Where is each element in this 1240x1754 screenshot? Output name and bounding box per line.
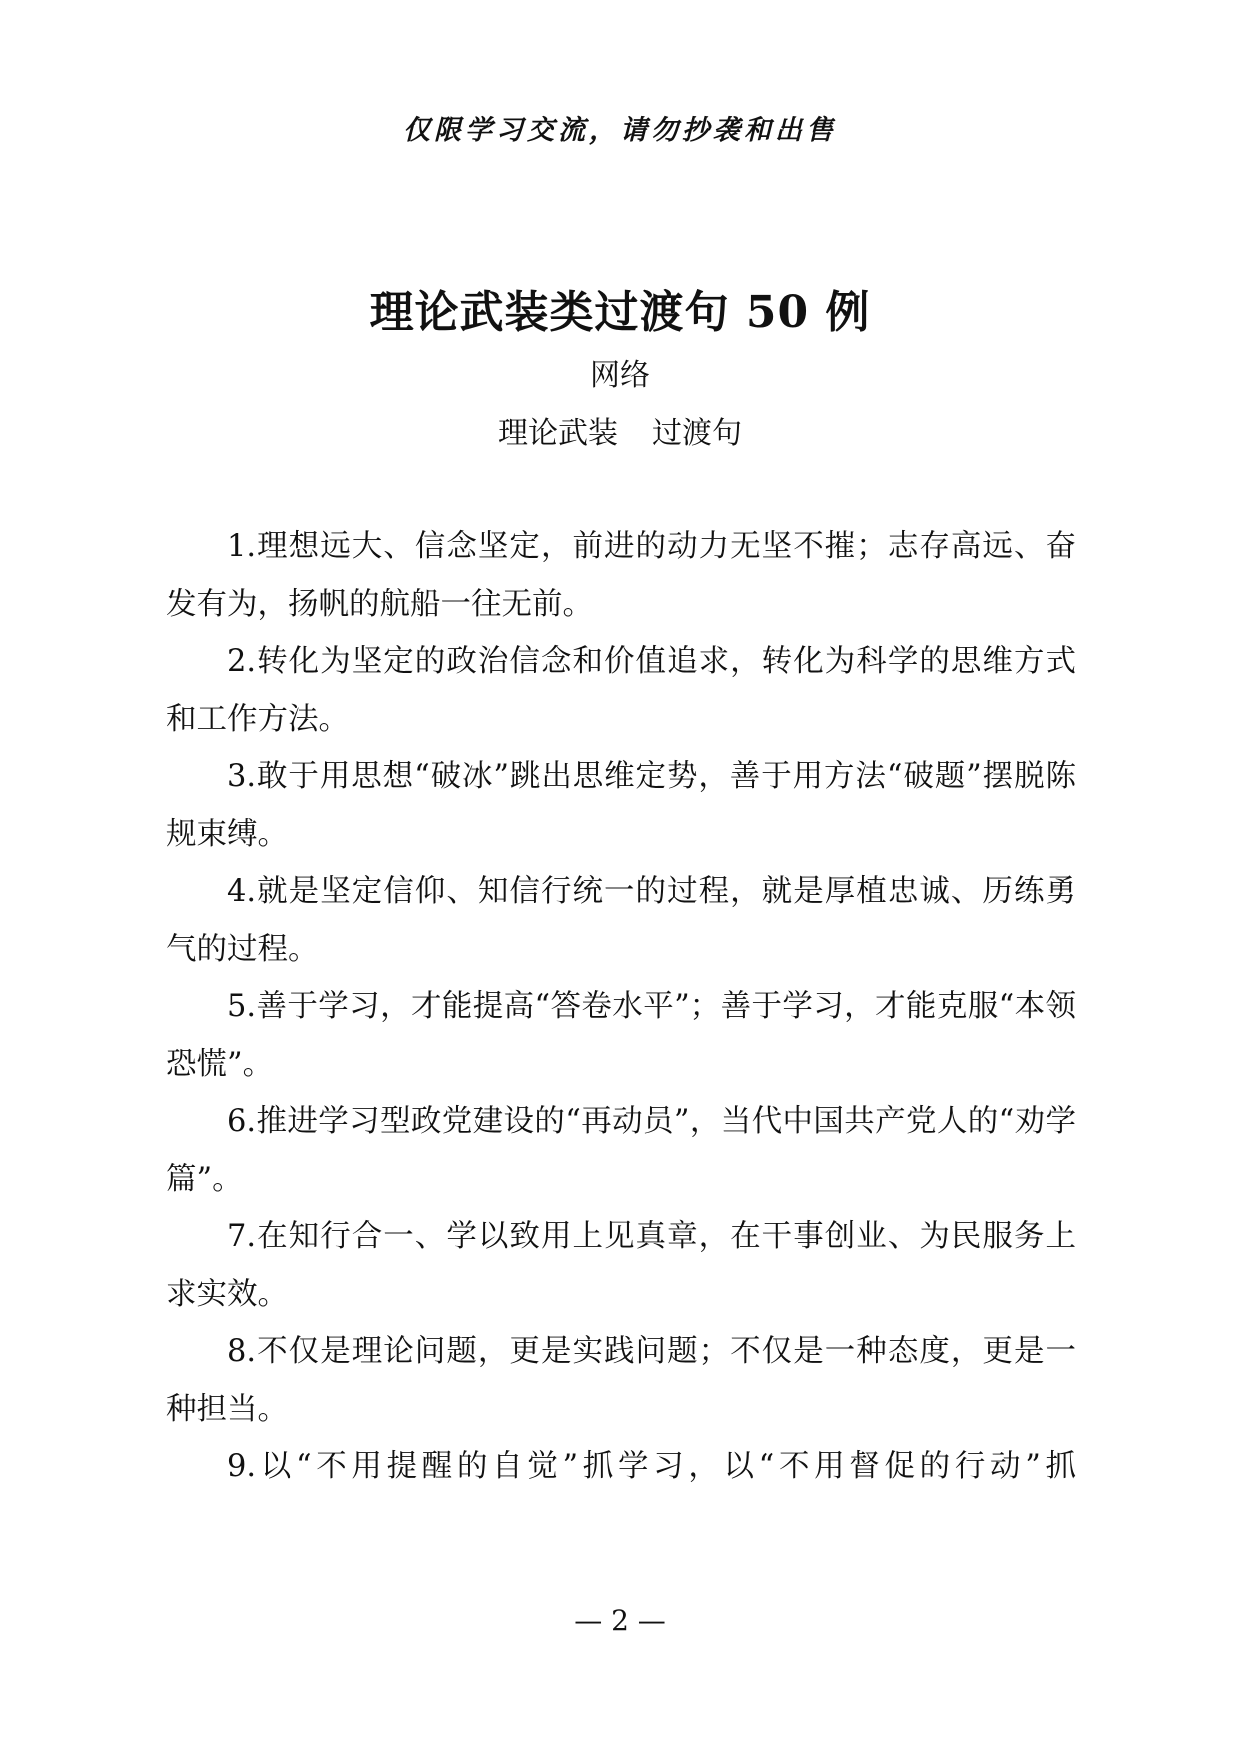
keyword: 理论武装 [498,416,618,451]
header-note: 仅限学习交流，请勿抄袭和出售 [403,115,837,146]
list-item: 6.推进学习型政党建设的“再动员”，当代中国共产党人的“劝学篇”。 [166,1104,1076,1197]
list-item: 2.转化为坚定的政治信念和价值追求，转化为科学的思维方式和工作方法。 [166,644,1076,737]
list-item: 3.敢于用思想“破冰”跳出思维定势，善于用方法“破题”摆脱陈规束缚。 [166,759,1076,852]
list-item: 7.在知行合一、学以致用上见真章，在干事创业、为民服务上求实效。 [166,1219,1076,1312]
list-item: 1.理想远大、信念坚定，前进的动力无坚不摧；志存高远、奋发有为，扬帆的航船一往无前。 [166,529,1076,622]
list-item: 9.以“不用提醒的自觉”抓学习，以“不用督促的行动”抓 [227,1449,1076,1484]
keyword: 过渡句 [652,416,742,451]
document-body [166,518,1076,1496]
list-item: 8.不仅是理论问题，更是实践问题；不仅是一种态度，更是一种担当。 [166,1334,1076,1427]
list-item: 5.善于学习，才能提高“答卷水平”；善于学习，才能克服“本领恐慌”。 [166,989,1076,1082]
document-keywords [0,408,1240,452]
page-number: — 2 — [574,1604,666,1637]
document-source: 网络 [590,358,650,393]
document-title: 理论武装类过渡句 50 例 [369,287,871,338]
list-item: 4.就是坚定信仰、知信行统一的过程，就是厚植忠诚、历练勇气的过程。 [166,874,1076,967]
